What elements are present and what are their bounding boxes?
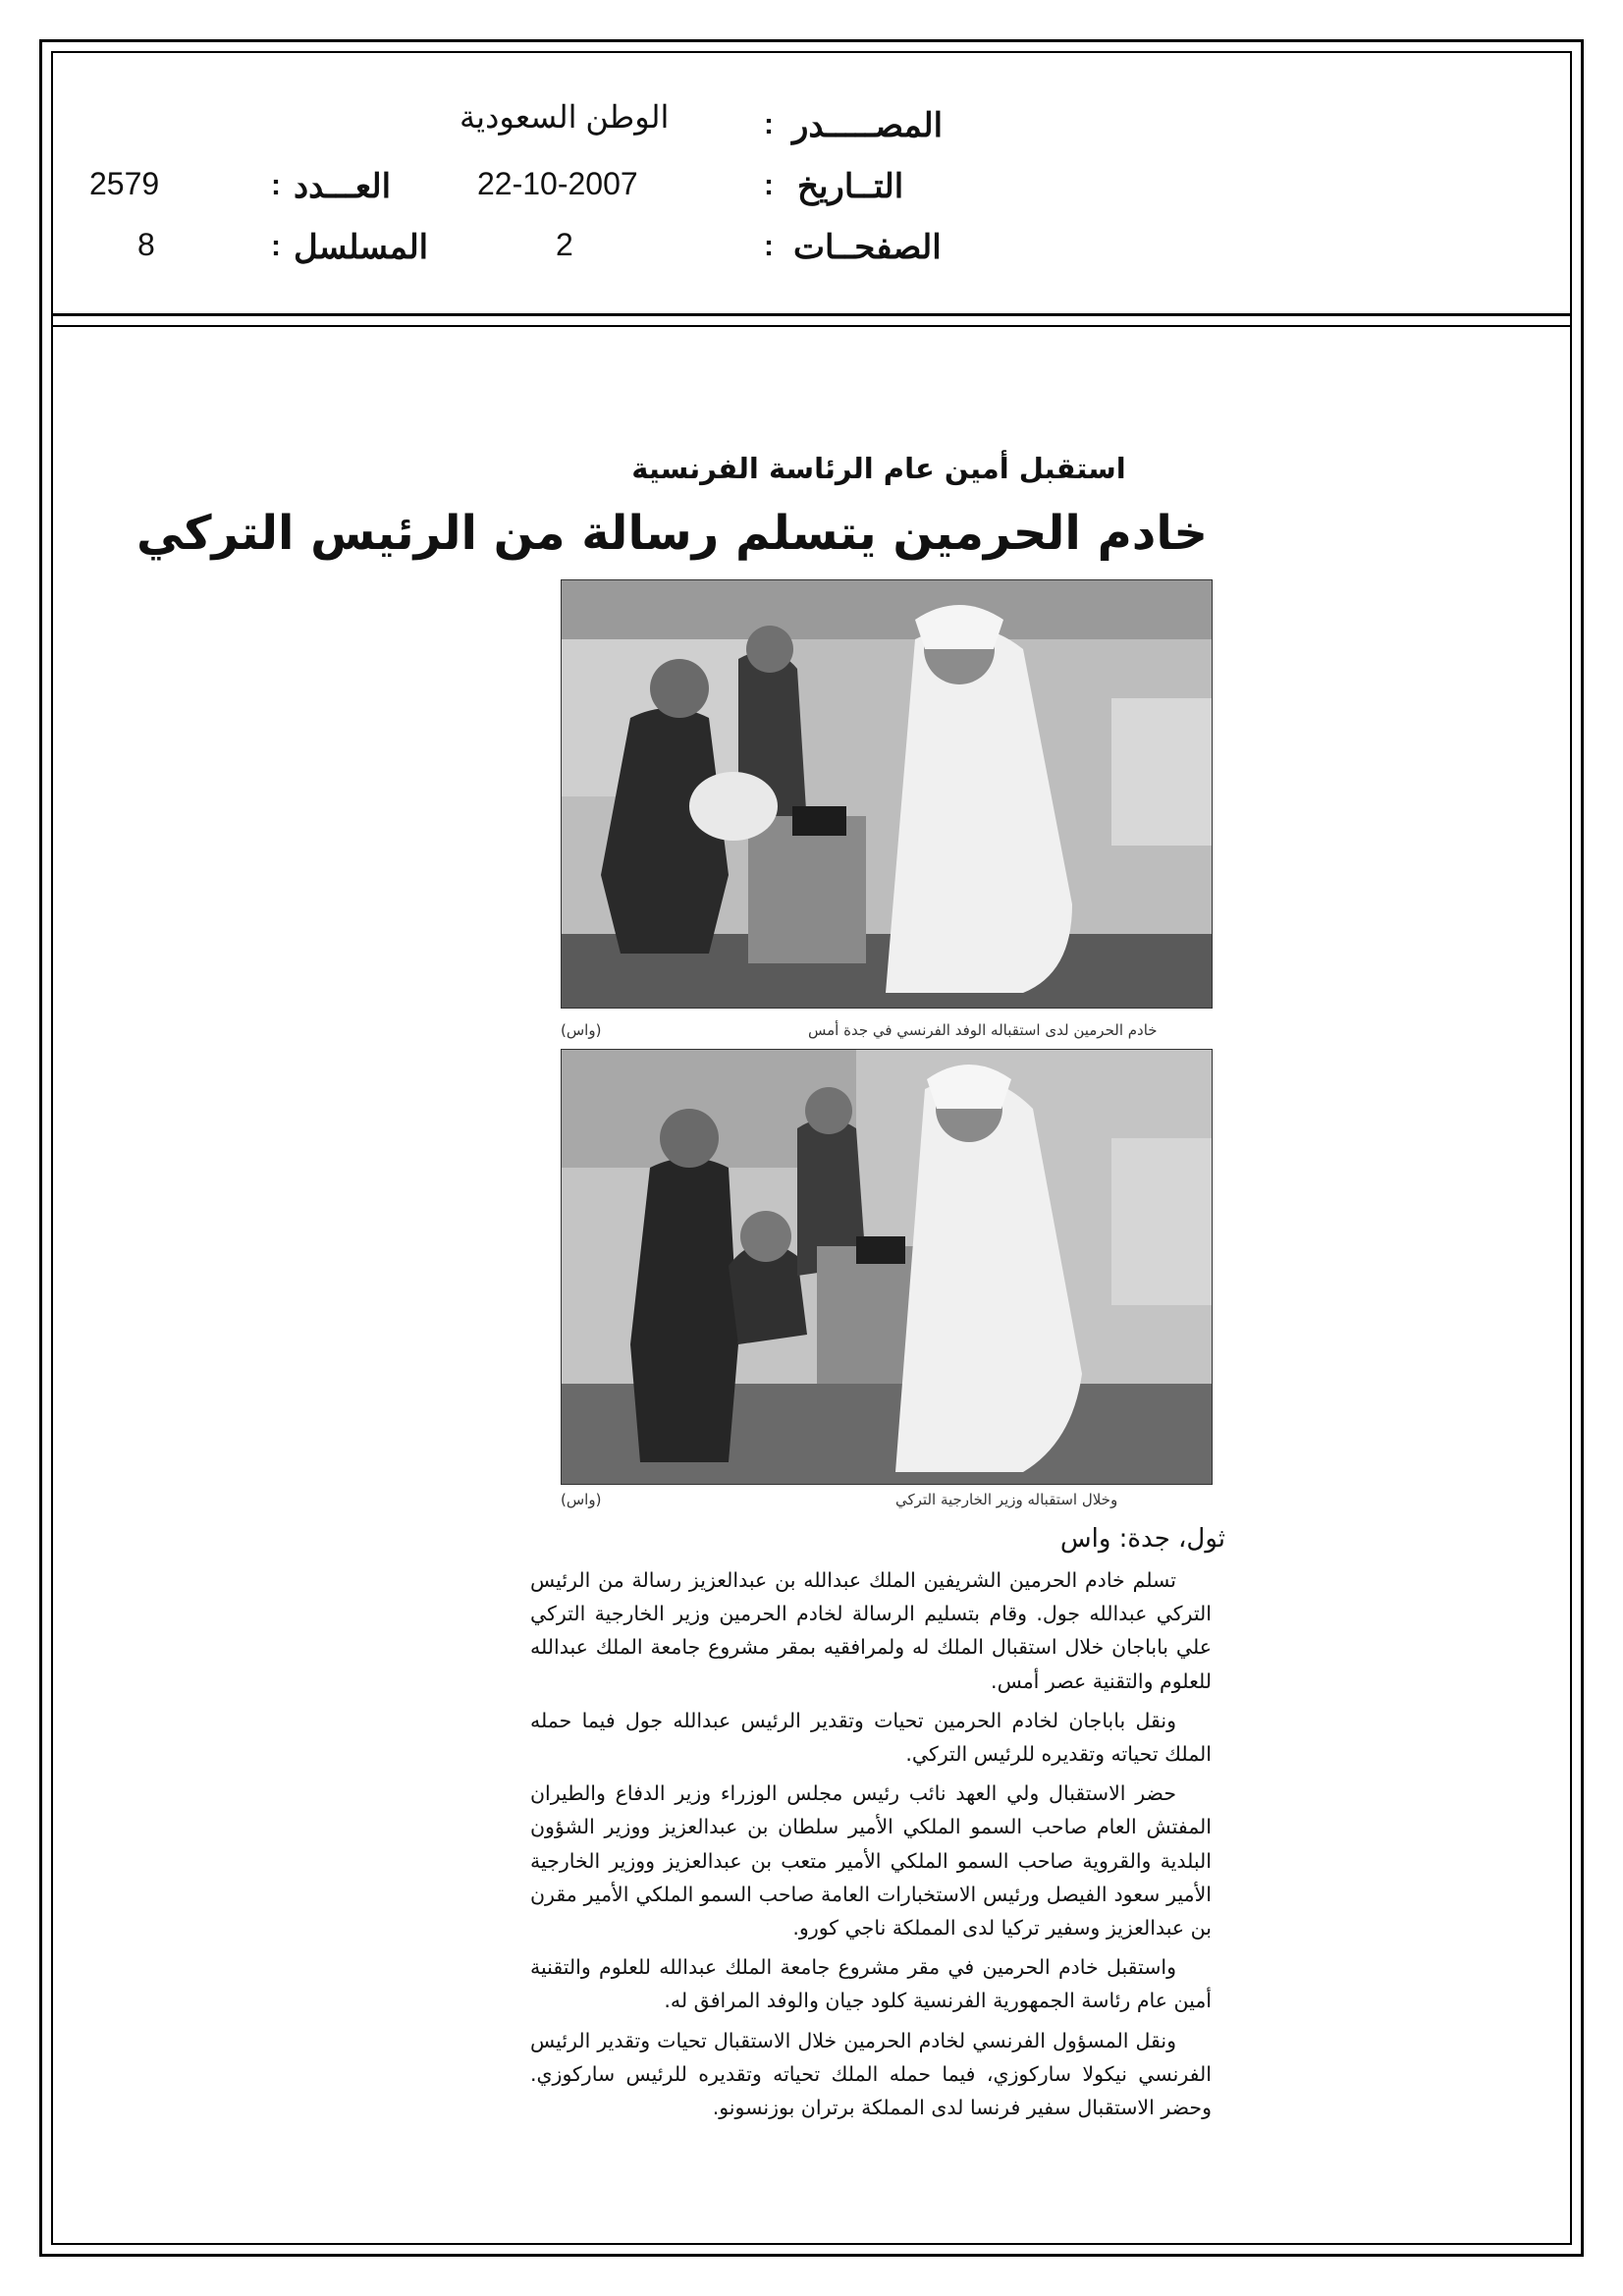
article-paragraph: حضر الاستقبال ولي العهد نائب رئيس مجلس الوزراء وزير الدفاع والطيران المفتش العام صاحب السمو الملكي الأمير سلطان بن عبدالعزيز ووزير الشؤون البلدية والقروية صاحب السمو الملكي الأمير متعب بن عبدالعزيز ووزير الخارجية الأمير سعود الفيصل ورئيس الاستخبارات العامة صاحب السمو الملكي الأمير مقرن بن عبدالعزيز وسفير تركيا لدى المملكة ناجي كورو. (530, 1781, 1212, 1941)
photo-2-caption: وخلال استقباله وزير الخارجية التركي (895, 1491, 1118, 1508)
issue-colon: : (271, 169, 281, 201)
photo-1-credit: (واس) (561, 1021, 602, 1039)
photo-1-caption: خادم الحرمين لدى استقباله الوفد الفرنسي في جدة أمس (808, 1021, 1158, 1039)
article-subtitle: استقبل أمين عام الرئاسة الفرنسية (631, 452, 1126, 485)
source-value: الوطن السعودية (460, 99, 670, 135)
pages-colon: : (764, 230, 774, 262)
serial-colon: : (271, 230, 281, 262)
pages-value: 2 (556, 227, 573, 262)
source-colon: : (764, 108, 774, 140)
article-paragraph: ونقل باباجان لخادم الحرمين تحيات وتقدير الرئيس عبدالله جول فيما حمله الملك تحياته وتقديره للرئيس التركي. (530, 1708, 1212, 1767)
date-label: التــاريخ (797, 168, 904, 205)
header-divider (51, 313, 1572, 316)
date-value: 22-10-2007 (477, 166, 638, 201)
article-paragraph: واستقبل خادم الحرمين في مقر مشروع جامعة الملك عبدالله للعلوم والتقنية أمين عام رئاسة الجمهورية الفرنسية كلود جيان والوفد المرافق له. (530, 1955, 1212, 2013)
article-dateline: ثول، جدة: واس (1059, 1524, 1225, 1554)
news-photo-1 (561, 579, 1213, 1009)
pages-label: الصفحــات (793, 229, 942, 266)
issue-value: 2579 (89, 166, 160, 201)
news-photo-1-image (562, 580, 1212, 1008)
photo-2-credit: (واس) (561, 1491, 602, 1508)
news-photo-2 (561, 1049, 1213, 1485)
serial-label: المسلسل (294, 229, 429, 266)
news-photo-2-image (562, 1050, 1212, 1484)
article-title: خادم الحرمين يتسلم رسالة من الرئيس التركي (136, 506, 1208, 561)
header-divider-inner (51, 325, 1572, 327)
article-body (530, 1563, 1212, 2130)
source-label: المصـــــدر (792, 107, 944, 144)
date-colon: : (764, 169, 774, 201)
issue-label: العـــدد (294, 168, 392, 205)
article-paragraph: تسلم خادم الحرمين الشريفين الملك عبدالله بن عبدالعزيز رسالة من الرئيس التركي عبدالله جول. وقام بتسليم الرسالة لخادم الحرمين وزير الخارجية التركي علي باباجان خلال استقبال الملك له ولمرافقيه بمقر مشروع جامعة الملك عبدالله للعلوم والتقنية عصر أمس. (530, 1568, 1212, 1693)
serial-value: 8 (137, 227, 155, 262)
article-paragraph: ونقل المسؤول الفرنسي لخادم الحرمين خلال الاستقبال تحيات وتقدير الرئيس الفرنسي نيكولا ساركوزي، فيما حمله الملك تحياته وتقديره للرئيس ساركوزي. وحضر الاستقبال سفير فرنسا لدى المملكة برتران بوزنسونو. (530, 2028, 1212, 2120)
